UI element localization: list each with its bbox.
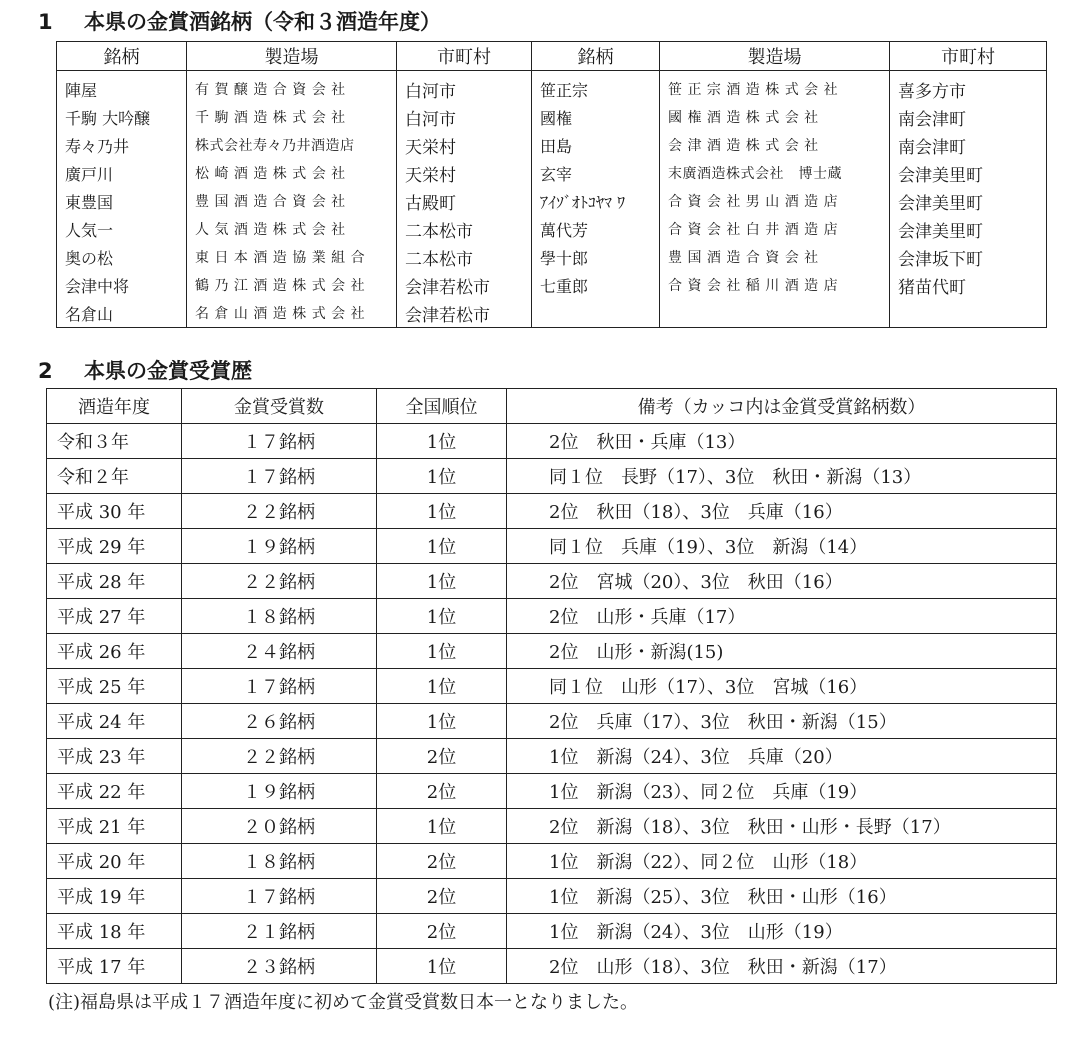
brand-name: 七重郎 xyxy=(532,271,660,299)
remarks: 2位 山形・兵庫（17） xyxy=(507,599,1057,634)
brewing-year: 平成 24 年 xyxy=(47,704,182,739)
remarks: 2位 宮城（20）、3位 秋田（16） xyxy=(507,564,1057,599)
table-row xyxy=(47,669,1057,704)
national-rank: 1位 xyxy=(377,459,507,494)
brands-table-header-row xyxy=(57,42,1047,71)
remarks: 1位 新潟（25）、3位 秋田・山形（16） xyxy=(507,879,1057,914)
brand-name: 田島 xyxy=(532,131,660,159)
award-count: １９銘柄 xyxy=(182,774,377,809)
remarks: 2位 兵庫（17）、3位 秋田・新潟（15） xyxy=(507,704,1057,739)
section-2-title xyxy=(30,357,252,385)
municipality: 天栄村 xyxy=(397,159,532,187)
table-row xyxy=(57,243,1047,271)
national-rank: 1位 xyxy=(377,669,507,704)
municipality: 白河市 xyxy=(397,71,532,104)
table-row xyxy=(57,159,1047,187)
municipality: 会津美里町 xyxy=(890,187,1047,215)
national-rank: 2位 xyxy=(377,879,507,914)
header-brand-b: 銘柄 xyxy=(532,42,660,71)
brewing-year: 平成 30 年 xyxy=(47,494,182,529)
award-count: ２０銘柄 xyxy=(182,809,377,844)
brewery-name xyxy=(660,299,890,328)
brand-name: 名倉山 xyxy=(57,299,187,328)
municipality: 古殿町 xyxy=(397,187,532,215)
award-count: ２２銘柄 xyxy=(182,564,377,599)
table-row xyxy=(47,809,1057,844)
municipality: 会津美里町 xyxy=(890,215,1047,243)
municipality: 二本松市 xyxy=(397,243,532,271)
table-row xyxy=(57,71,1047,104)
remarks: 同１位 長野（17）、3位 秋田・新潟（13） xyxy=(507,459,1057,494)
national-rank: 1位 xyxy=(377,634,507,669)
brewery-name: 東 日 本 酒 造 協 業 組 合 xyxy=(187,243,397,271)
national-rank: 1位 xyxy=(377,704,507,739)
award-count: １７銘柄 xyxy=(182,459,377,494)
municipality: 天栄村 xyxy=(397,131,532,159)
brewery-name: 笹 正 宗 酒 造 株 式 会 社 xyxy=(660,71,890,104)
table-row xyxy=(57,271,1047,299)
remarks: 1位 新潟（23）、同２位 兵庫（19） xyxy=(507,774,1057,809)
award-count: ２２銘柄 xyxy=(182,739,377,774)
brewing-year: 平成 26 年 xyxy=(47,634,182,669)
brewing-year: 平成 27 年 xyxy=(47,599,182,634)
table-row xyxy=(47,424,1057,459)
award-count: １８銘柄 xyxy=(182,599,377,634)
table-row xyxy=(47,949,1057,984)
table-row xyxy=(47,844,1057,879)
municipality: 南会津町 xyxy=(890,103,1047,131)
table-row xyxy=(47,564,1057,599)
section-2-number: 2 xyxy=(38,359,53,383)
brand-name: ｱｲｿﾞｵﾄｺﾔﾏ ﾜ xyxy=(532,187,660,215)
award-count: １７銘柄 xyxy=(182,669,377,704)
brewery-name: 國 権 酒 造 株 式 会 社 xyxy=(660,103,890,131)
award-count: １７銘柄 xyxy=(182,424,377,459)
brewery-name: 松 崎 酒 造 株 式 会 社 xyxy=(187,159,397,187)
national-rank: 1位 xyxy=(377,809,507,844)
brand-name: 萬代芳 xyxy=(532,215,660,243)
municipality: 白河市 xyxy=(397,103,532,131)
brewing-year: 令和３年 xyxy=(47,424,182,459)
header-brewery-b: 製造場 xyxy=(660,42,890,71)
table-row xyxy=(47,774,1057,809)
award-count: ２２銘柄 xyxy=(182,494,377,529)
award-count: １７銘柄 xyxy=(182,879,377,914)
award-count: ２１銘柄 xyxy=(182,914,377,949)
table-row xyxy=(57,103,1047,131)
section-2-heading: 本県の金賞受賞歴 xyxy=(84,359,252,383)
table-row xyxy=(57,215,1047,243)
header-brewing-year: 酒造年度 xyxy=(47,389,182,424)
brewing-year: 平成 29 年 xyxy=(47,529,182,564)
brand-name: 千駒 大吟醸 xyxy=(57,103,187,131)
header-brewery-a: 製造場 xyxy=(187,42,397,71)
header-remarks: 備考（カッコ内は金賞受賞銘柄数） xyxy=(507,389,1057,424)
table-row xyxy=(47,704,1057,739)
brewery-name: 名 倉 山 酒 造 株 式 会 社 xyxy=(187,299,397,328)
brewing-year: 平成 17 年 xyxy=(47,949,182,984)
brewery-name: 合 資 会 社 男 山 酒 造 店 xyxy=(660,187,890,215)
table-row xyxy=(57,299,1047,328)
brewing-year: 平成 18 年 xyxy=(47,914,182,949)
national-rank: 2位 xyxy=(377,914,507,949)
brand-name: 學十郎 xyxy=(532,243,660,271)
municipality: 会津若松市 xyxy=(397,271,532,299)
municipality: 猪苗代町 xyxy=(890,271,1047,299)
national-rank: 1位 xyxy=(377,424,507,459)
gold-award-brands-table xyxy=(56,41,1047,328)
national-rank: 2位 xyxy=(377,844,507,879)
national-rank: 1位 xyxy=(377,949,507,984)
table-row xyxy=(47,529,1057,564)
remarks: 2位 秋田・兵庫（13） xyxy=(507,424,1057,459)
award-count: １９銘柄 xyxy=(182,529,377,564)
brewing-year: 平成 28 年 xyxy=(47,564,182,599)
brand-name: 玄宰 xyxy=(532,159,660,187)
brewing-year: 平成 22 年 xyxy=(47,774,182,809)
header-award-count: 金賞受賞数 xyxy=(182,389,377,424)
brand-name xyxy=(532,299,660,328)
brewery-name: 千 駒 酒 造 株 式 会 社 xyxy=(187,103,397,131)
brewery-name: 有 賀 醸 造 合 資 会 社 xyxy=(187,71,397,104)
gold-award-history-table xyxy=(46,388,1057,984)
national-rank: 1位 xyxy=(377,494,507,529)
municipality: 二本松市 xyxy=(397,215,532,243)
remarks: 2位 新潟（18）、3位 秋田・山形・長野（17） xyxy=(507,809,1057,844)
award-count: ２６銘柄 xyxy=(182,704,377,739)
brand-name: 東豊国 xyxy=(57,187,187,215)
remarks: 2位 山形（18）、3位 秋田・新潟（17） xyxy=(507,949,1057,984)
brewery-name: 鶴 乃 江 酒 造 株 式 会 社 xyxy=(187,271,397,299)
brewery-name: 株式会社寿々乃井酒造店 xyxy=(187,131,397,159)
table-row xyxy=(57,131,1047,159)
brewing-year: 平成 19 年 xyxy=(47,879,182,914)
brewery-name: 人 気 酒 造 株 式 会 社 xyxy=(187,215,397,243)
footnote: (注)福島県は平成１７酒造年度に初めて金賞受賞数日本一となりました。 xyxy=(48,992,639,1013)
national-rank: 1位 xyxy=(377,564,507,599)
remarks: 2位 秋田（18）、3位 兵庫（16） xyxy=(507,494,1057,529)
award-count: ２３銘柄 xyxy=(182,949,377,984)
table-row xyxy=(47,634,1057,669)
table-row xyxy=(47,739,1057,774)
table-row xyxy=(47,459,1057,494)
award-count: ２４銘柄 xyxy=(182,634,377,669)
remarks: 1位 新潟（24）、3位 山形（19） xyxy=(507,914,1057,949)
brand-name: 奥の松 xyxy=(57,243,187,271)
remarks: 1位 新潟（22）、同２位 山形（18） xyxy=(507,844,1057,879)
brewing-year: 令和２年 xyxy=(47,459,182,494)
table-row xyxy=(47,914,1057,949)
municipality: 会津美里町 xyxy=(890,159,1047,187)
section-1-heading: 本県の金賞酒銘柄（令和３酒造年度） xyxy=(84,10,441,34)
table-row xyxy=(47,599,1057,634)
section-1-title xyxy=(30,8,441,36)
remarks: 1位 新潟（24）、3位 兵庫（20） xyxy=(507,739,1057,774)
brand-name: 会津中将 xyxy=(57,271,187,299)
brand-name: 陣屋 xyxy=(57,71,187,104)
remarks: 同１位 兵庫（19）、3位 新潟（14） xyxy=(507,529,1057,564)
brand-name: 廣戸川 xyxy=(57,159,187,187)
header-national-rank: 全国順位 xyxy=(377,389,507,424)
municipality: 南会津町 xyxy=(890,131,1047,159)
award-count: １８銘柄 xyxy=(182,844,377,879)
municipality: 喜多方市 xyxy=(890,71,1047,104)
national-rank: 1位 xyxy=(377,529,507,564)
brewery-name: 豊 国 酒 造 合 資 会 社 xyxy=(660,243,890,271)
brewery-name: 豊 国 酒 造 合 資 会 社 xyxy=(187,187,397,215)
table-row xyxy=(57,187,1047,215)
brewing-year: 平成 21 年 xyxy=(47,809,182,844)
national-rank: 2位 xyxy=(377,739,507,774)
brand-name: 人気一 xyxy=(57,215,187,243)
brewery-name: 会 津 酒 造 株 式 会 社 xyxy=(660,131,890,159)
municipality: 会津若松市 xyxy=(397,299,532,328)
remarks: 同１位 山形（17）、3位 宮城（16） xyxy=(507,669,1057,704)
brewery-name: 末廣酒造株式会社 博士蔵 xyxy=(660,159,890,187)
brewing-year: 平成 25 年 xyxy=(47,669,182,704)
municipality xyxy=(890,299,1047,328)
brewing-year: 平成 20 年 xyxy=(47,844,182,879)
brewing-year: 平成 23 年 xyxy=(47,739,182,774)
table-row xyxy=(47,494,1057,529)
brand-name: 笹正宗 xyxy=(532,71,660,104)
table-row xyxy=(47,879,1057,914)
header-brand-a: 銘柄 xyxy=(57,42,187,71)
municipality: 会津坂下町 xyxy=(890,243,1047,271)
header-city-b: 市町村 xyxy=(890,42,1047,71)
brand-name: 國権 xyxy=(532,103,660,131)
brand-name: 寿々乃井 xyxy=(57,131,187,159)
brewery-name: 合 資 会 社 稲 川 酒 造 店 xyxy=(660,271,890,299)
national-rank: 2位 xyxy=(377,774,507,809)
section-1-number: 1 xyxy=(38,10,53,34)
brewery-name: 合 資 会 社 白 井 酒 造 店 xyxy=(660,215,890,243)
remarks: 2位 山形・新潟(15) xyxy=(507,634,1057,669)
national-rank: 1位 xyxy=(377,599,507,634)
header-city-a: 市町村 xyxy=(397,42,532,71)
history-table-header-row xyxy=(47,389,1057,424)
